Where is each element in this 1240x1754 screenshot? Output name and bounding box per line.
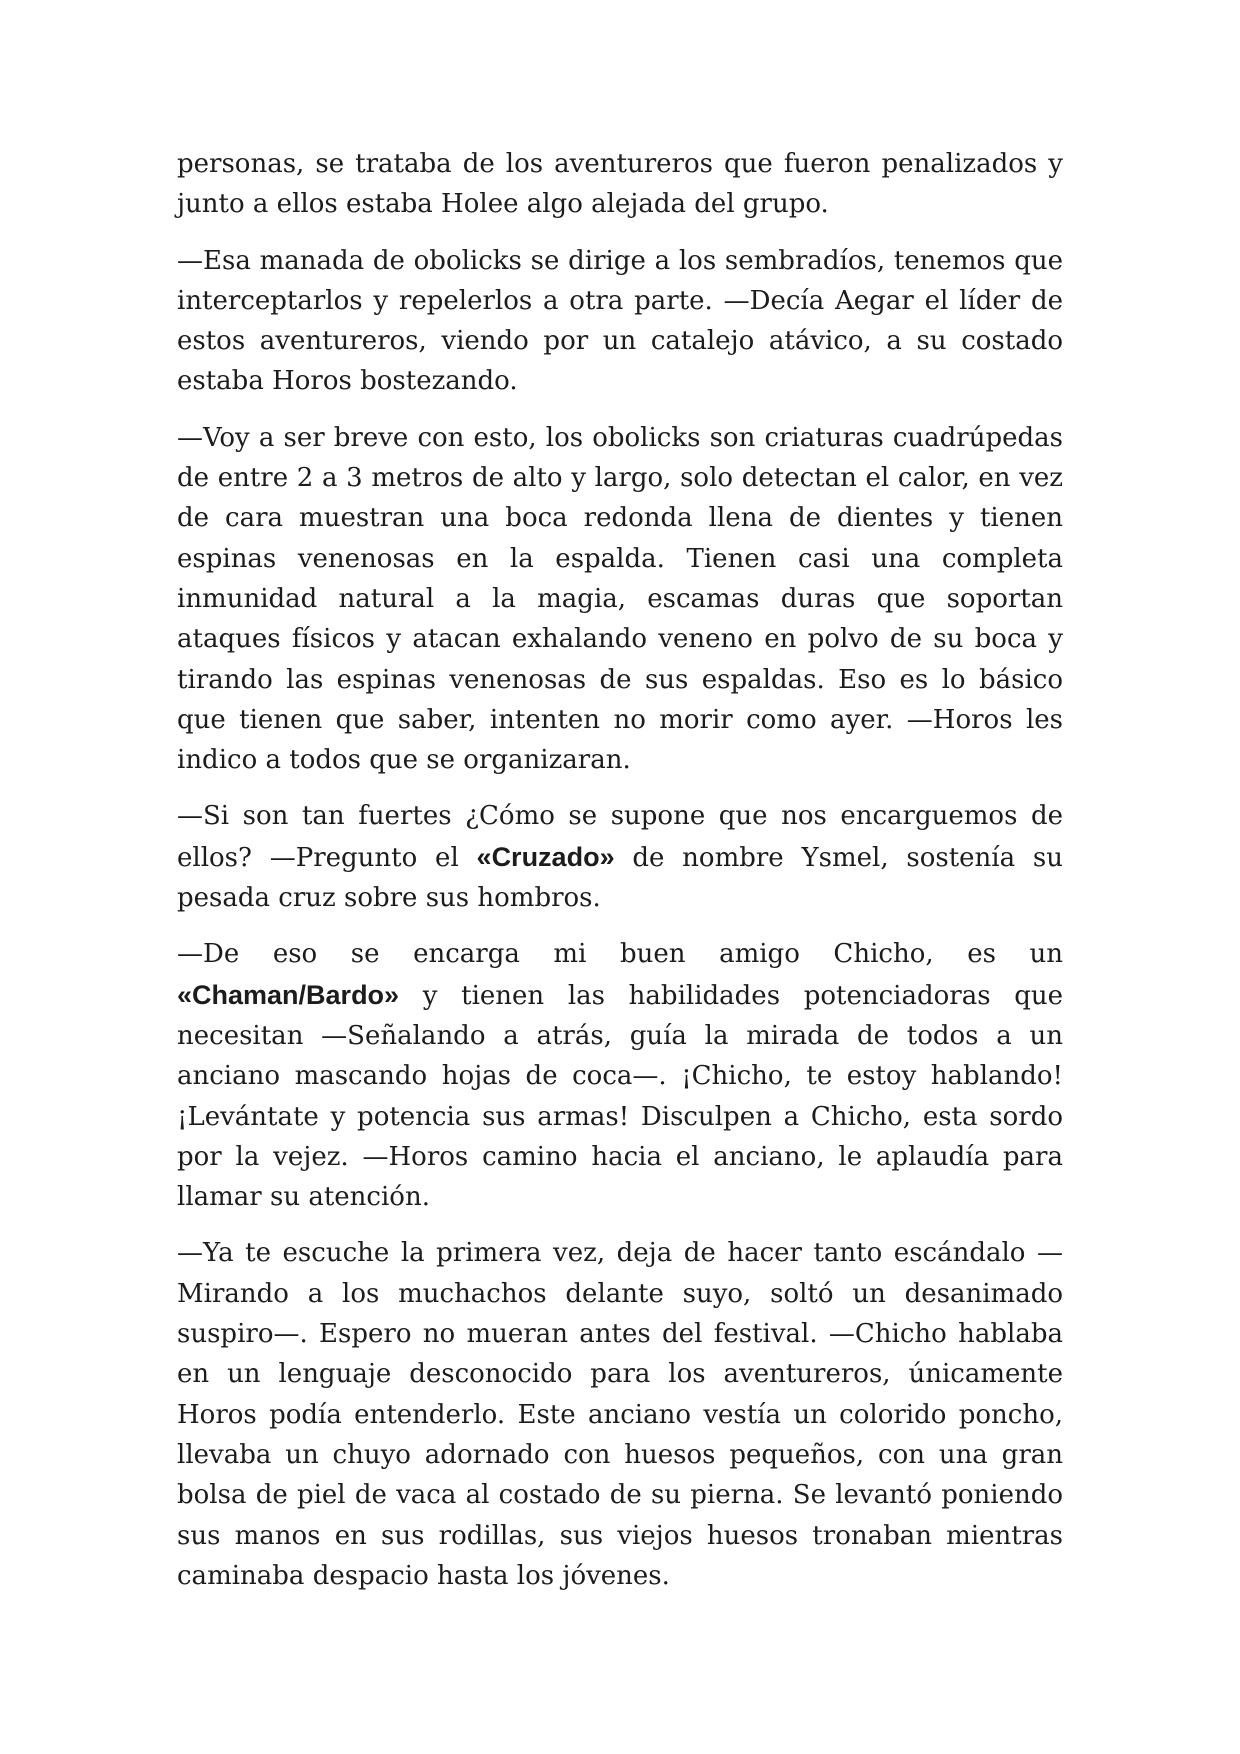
paragraph-text: de nombre Ysmel, sostenía su pesada cruz sobre sus hombros. bbox=[177, 842, 1063, 914]
paragraph bbox=[177, 1233, 1063, 1596]
paragraph-text: —Voy a ser breve con esto, los obolicks son criaturas cuadrúpedas de entre 2 a 3 metros de alto y largo, solo detectan el calor, en vez de cara muestran una boca redonda llena de dientes y tienen espinas venenosas en la espalda. Tienen casi una completa inmunidad natural a la magia, escamas duras que soportan ataques físicos y atacan exhalando veneno en polvo de su boca y tirando las espinas venenosas de sus espaldas. Eso es lo básico que tienen que saber, intenten no morir como ayer. —Horos les indico a todos que se organizaran. bbox=[177, 422, 1063, 776]
paragraph-text: personas, se trataba de los aventureros que fueron penalizados y junto a ellos estaba Holee algo alejada del grupo. bbox=[177, 149, 1063, 220]
paragraph bbox=[177, 241, 1063, 402]
paragraph-text: —De eso se encarga mi buen amigo Chicho, es un bbox=[177, 939, 1063, 970]
paragraph bbox=[177, 934, 1063, 1217]
paragraph-text: —Ya te escuche la primera vez, deja de hacer tanto escándalo —Mirando a los muchachos delante suyo, soltó un desanimado suspiro—. Espero no mueran antes del festival. —Chicho hablaba en un lenguaje desconocido para los aventureros, únicamente Horos podía entenderlo. Este anciano vestía un colorido poncho, llevaba un chuyo adornado con huesos pequeños, con una gran bolsa de piel de vaca al costado de su pierna. Se levantó poniendo sus manos en sus rodillas, sus viejos huesos tronaban mientras caminaba despacio hasta los jóvenes. bbox=[177, 1238, 1063, 1591]
paragraph-text: —Esa manada de obolicks se dirige a los sembradíos, tenemos que interceptarlos y repelerlos a otra parte. —Decía Aegar el líder de estos aventureros, viendo por un catalejo atávico, a su costado estaba Horos bostezando. bbox=[177, 245, 1063, 397]
paragraph-text: —Si son tan fuertes ¿Cómo se supone que nos encarguemos de ellos? —Pregunto el bbox=[177, 801, 1063, 873]
class-name-chaman-bardo: «Chaman/Bardo» bbox=[177, 979, 400, 1010]
document-page bbox=[177, 144, 1063, 1612]
paragraph-text: y tienen las habilidades potenciadoras que necesitan —Señalando a atrás, guía la mirada de todos a un anciano mascando hojas de coca—. ¡Chicho, te estoy hablando! ¡Levántate y potencia sus armas! Disculpen a Chicho, esta sordo por la vejez. —Horos camino hacia el anciano, le aplaudía para llamar su atención. bbox=[177, 980, 1063, 1213]
paragraph bbox=[177, 418, 1063, 781]
paragraph bbox=[177, 144, 1063, 225]
paragraph bbox=[177, 796, 1063, 918]
class-name-cruzado: «Cruzado» bbox=[476, 841, 615, 872]
